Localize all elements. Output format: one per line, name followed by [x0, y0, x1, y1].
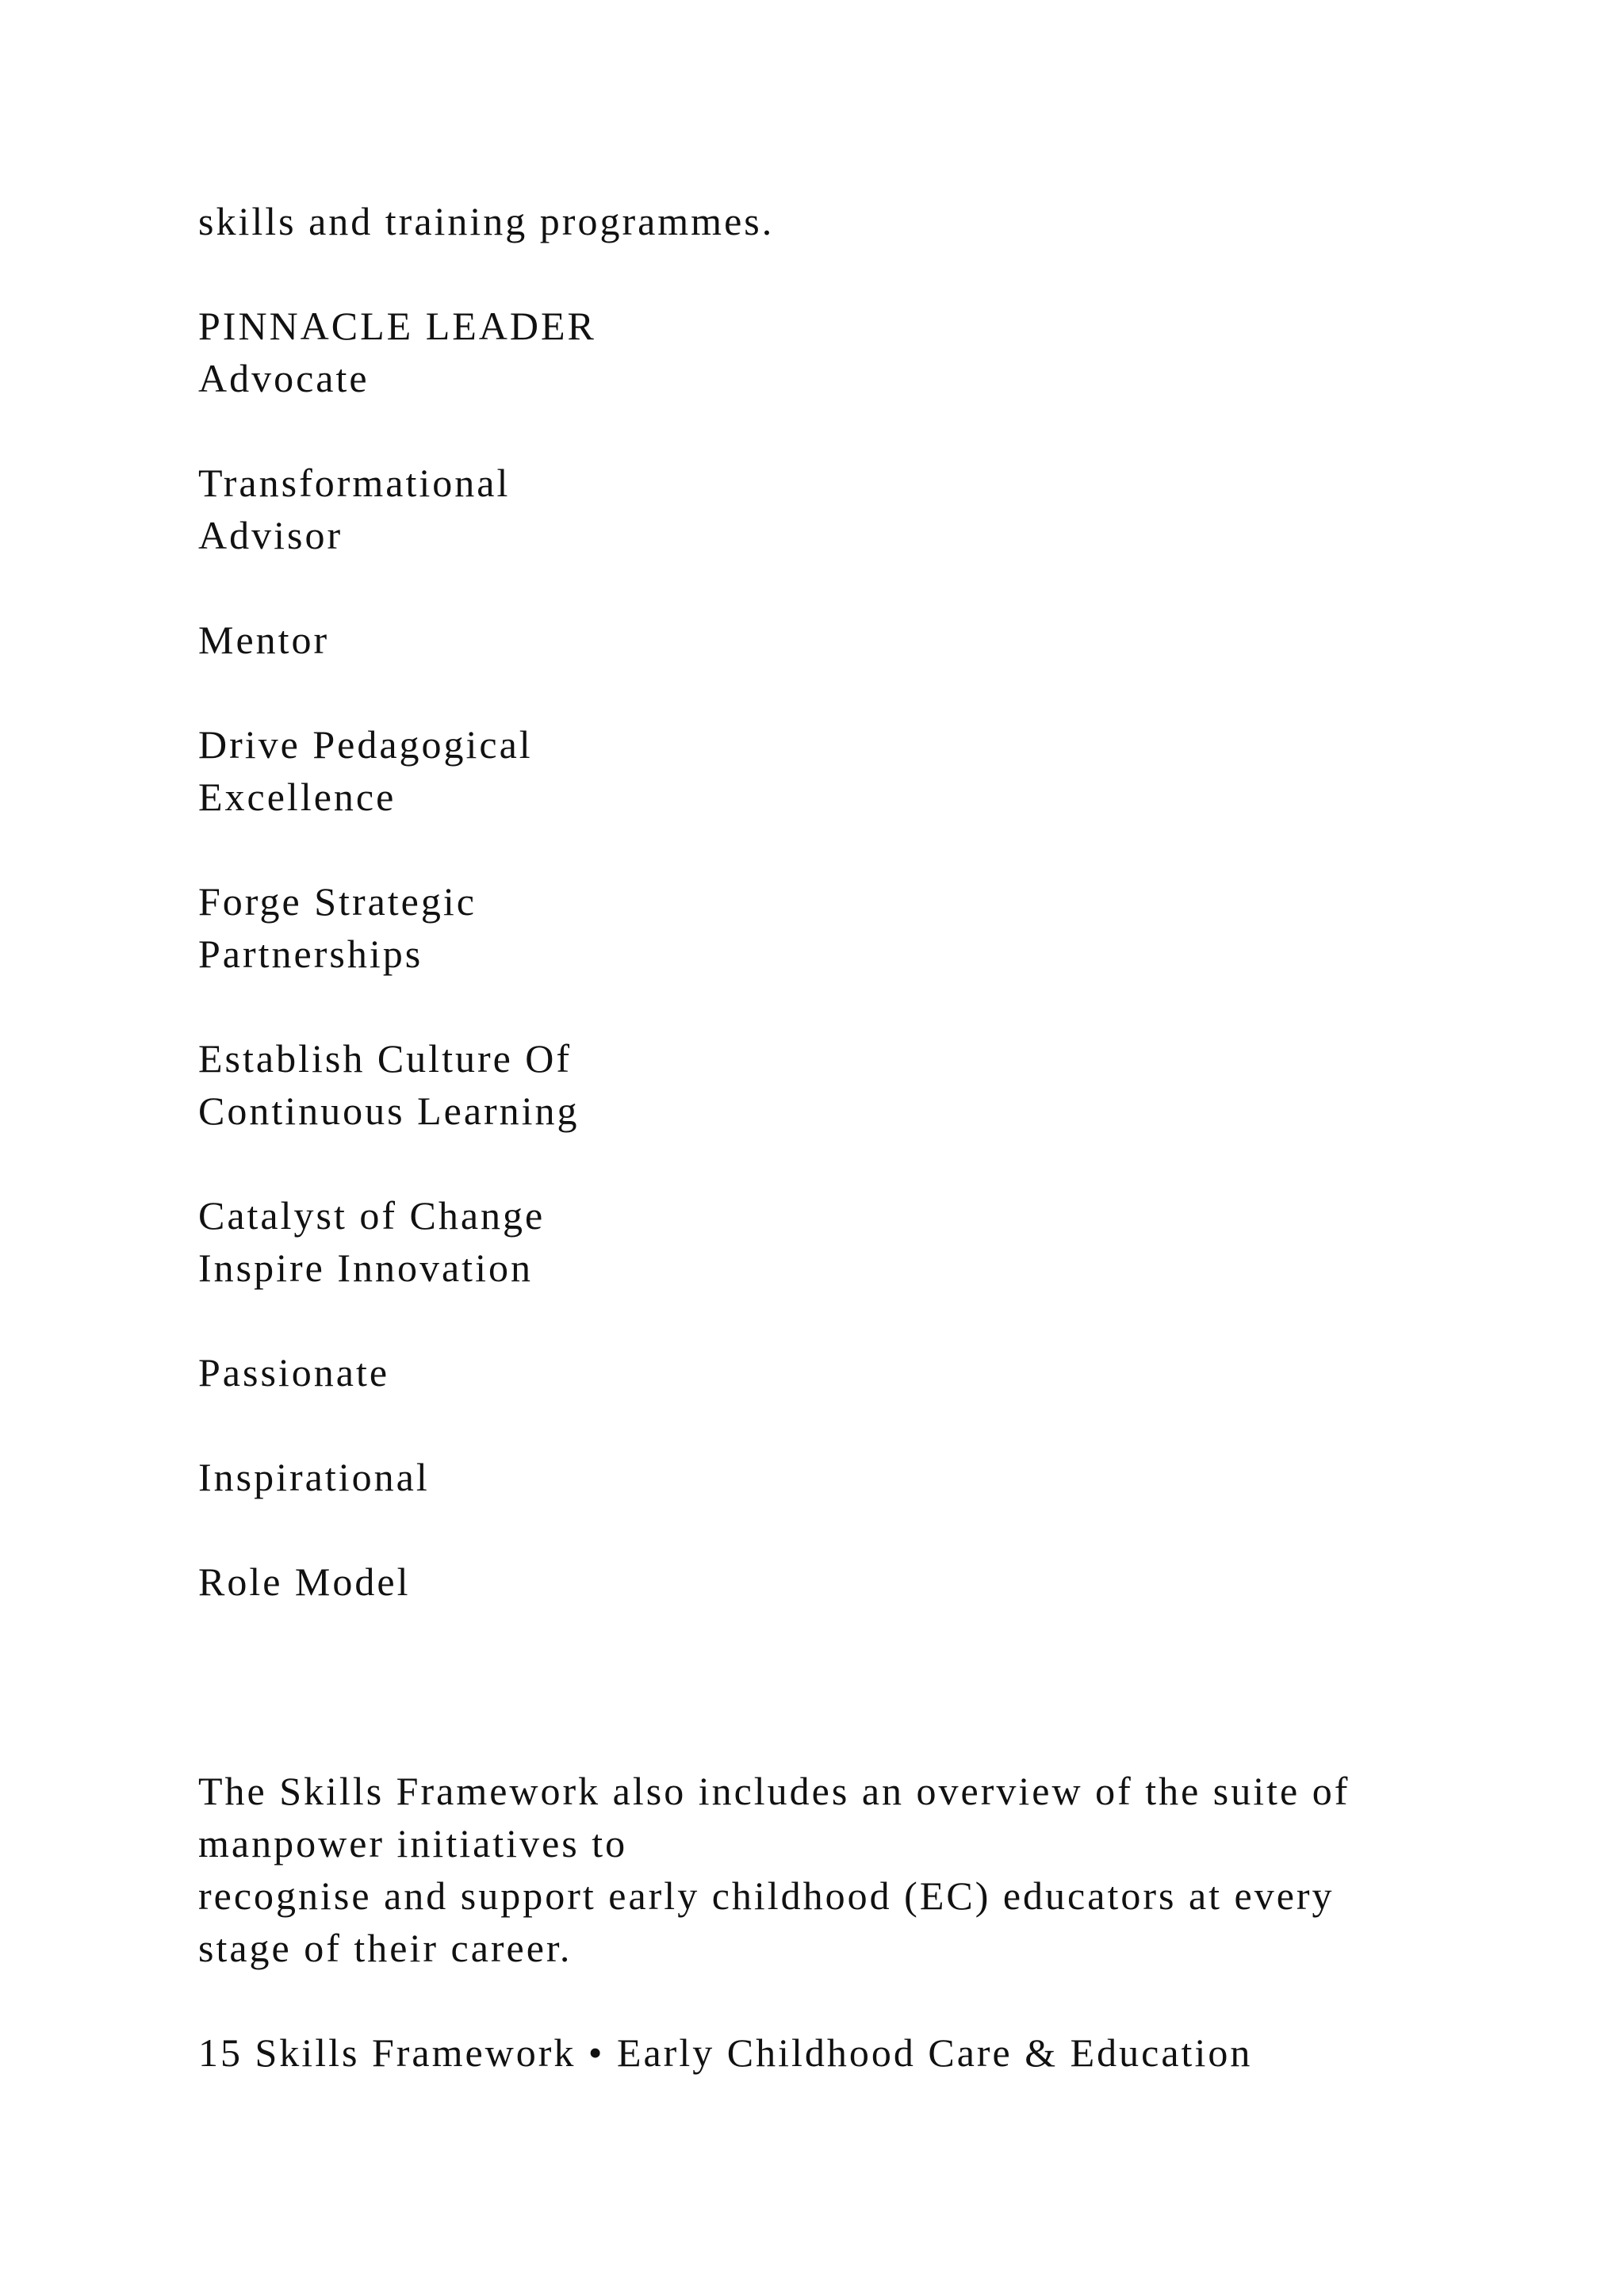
- page-footer: 15 Skills Framework • Early Childhood Care & Education: [198, 2030, 1253, 2075]
- overview-paragraph-line-4: stage of their career.: [198, 1926, 573, 1970]
- role-establish-culture: Establish Culture Of: [198, 1036, 573, 1081]
- pinnacle-leader-heading: PINNACLE LEADER: [198, 304, 596, 348]
- role-role-model: Role Model: [198, 1559, 411, 1604]
- role-inspire-innovation: Inspire Innovation: [198, 1246, 533, 1290]
- overview-paragraph-line-1: The Skills Framework also includes an overview of the suite of: [198, 1769, 1350, 1813]
- role-passionate: Passionate: [198, 1350, 390, 1395]
- role-transformational: Transformational: [198, 461, 511, 505]
- role-advisor: Advisor: [198, 513, 343, 557]
- overview-paragraph-line-2: manpower initiatives to: [198, 1821, 628, 1866]
- document-body: [198, 195, 1507, 2079]
- role-advocate: Advocate: [198, 356, 370, 400]
- overview-paragraph-line-3: recognise and support early childhood (EC) educators at every: [198, 1873, 1335, 1918]
- role-continuous-learning: Continuous Learning: [198, 1089, 580, 1133]
- role-mentor: Mentor: [198, 618, 330, 662]
- intro-line: skills and training programmes.: [198, 199, 775, 243]
- role-excellence: Excellence: [198, 775, 396, 819]
- role-drive-pedagogical: Drive Pedagogical: [198, 722, 533, 767]
- role-forge-strategic: Forge Strategic: [198, 879, 477, 924]
- role-partnerships: Partnerships: [198, 932, 423, 976]
- role-inspirational: Inspirational: [198, 1455, 430, 1499]
- role-catalyst-of-change: Catalyst of Change: [198, 1193, 546, 1238]
